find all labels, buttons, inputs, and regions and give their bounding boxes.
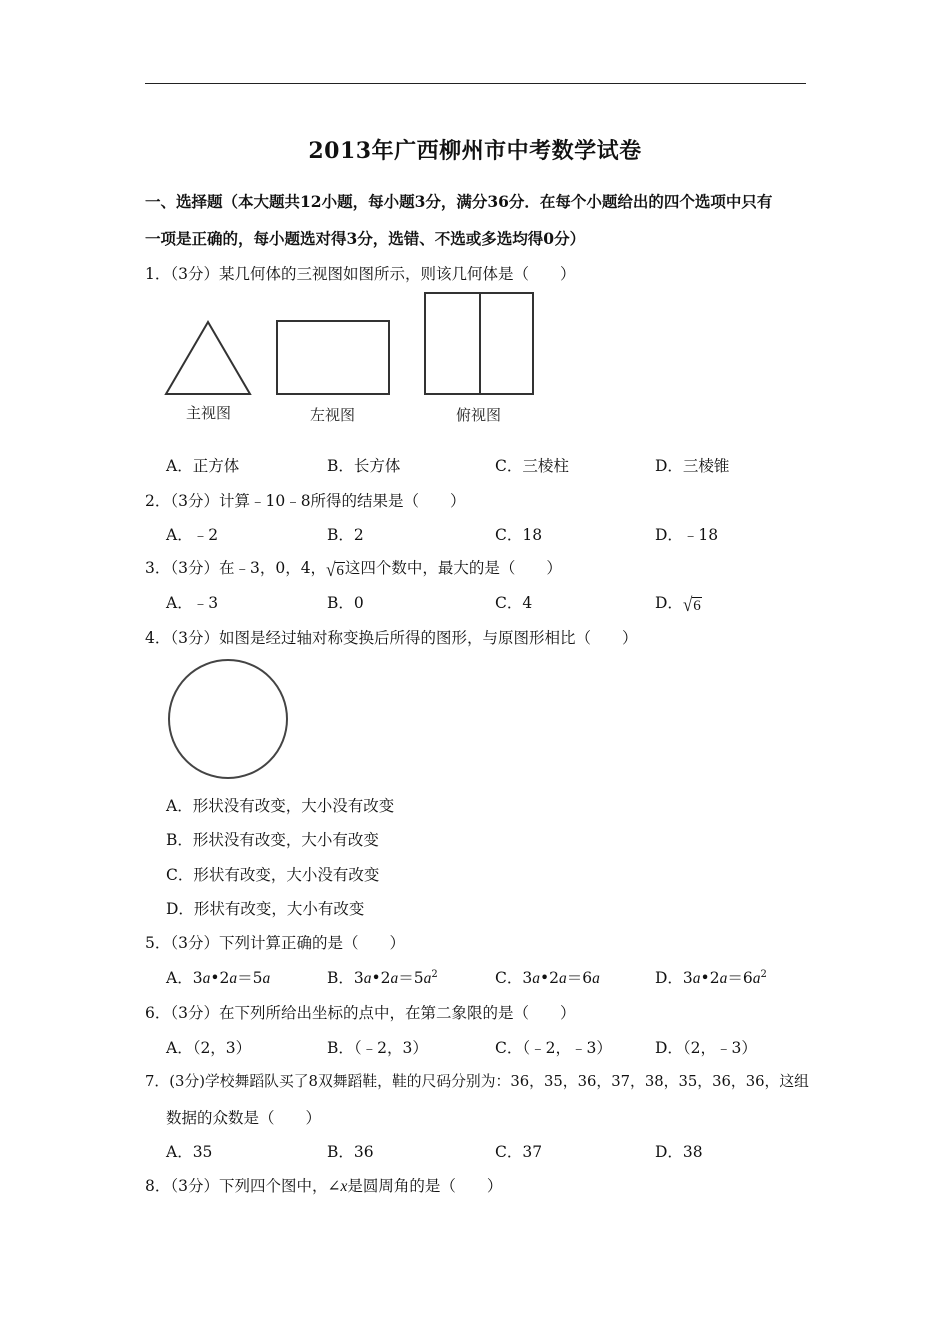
section-heading-line2: 一项是正确的，每小题选对得3分，选错、不选或多选均得0分） [145, 229, 586, 248]
section-heading-line1: 一、选择题（本大题共12小题，每小题3分，满分36分．在每个小题给出的四个选项中只有 [145, 192, 773, 211]
question-6-stem: 6．（3分）在下列所给出坐标的点中，在第二象限的是（ ） [145, 1004, 576, 1022]
q4-option-a: A．形状没有改变，大小没有改变 [166, 797, 395, 815]
q5-option-c: C．3a•2a＝6a [495, 969, 600, 987]
q7-option-a: A．35 [166, 1143, 213, 1161]
q3-radicand: 6 [336, 563, 344, 579]
page-title: 2013年广西柳州市中考数学试卷 [308, 138, 642, 164]
side-view-rectangle [277, 321, 389, 394]
q1-option-b: B．长方体 [327, 457, 401, 475]
q5-option-d: D．$3a•2a=6a^2$ [655, 968, 767, 987]
question-7-stem-line2: 数据的众数是（ ） [166, 1109, 322, 1127]
q7-option-d: D．38 [655, 1143, 703, 1161]
question-3-stem [145, 556, 562, 580]
q3-option-d-sqrt: √6 [682, 593, 701, 616]
q6-option-c: C．（﹣2，﹣3） [495, 1039, 612, 1057]
question-8-stem: 8．（3分）下列四个图中，∠x是圆周角的是（ ） [145, 1177, 503, 1195]
q7-option-c: C．37 [495, 1143, 543, 1161]
q3-option-d [655, 591, 702, 615]
q3-stem-post: 这四个数中，最大的是（ ） [344, 559, 562, 577]
q3-option-d-radicand: 6 [693, 598, 701, 614]
q3-sqrt: √6 [326, 558, 344, 581]
q6-option-b: B．（﹣2，3） [327, 1039, 428, 1057]
q4-option-c: C．形状有改变，大小没有改变 [166, 866, 380, 884]
figure-circle [169, 660, 287, 778]
q6-option-a: A．（2，3） [166, 1039, 252, 1057]
side-view-label: 左视图 [310, 406, 356, 424]
q4-option-b: B．形状没有改变，大小有改变 [166, 831, 379, 849]
q1-option-c: C．三棱柱 [495, 457, 569, 475]
q3-stem-pre: 3．（3分）在﹣3，0，4， [145, 559, 327, 577]
question-4-stem: 4．（3分）如图是经过轴对称变换后所得的图形，与原图形相比（ ） [145, 629, 638, 647]
q1-option-a: A．正方体 [166, 457, 240, 475]
q1-option-d: D．三棱锥 [655, 457, 730, 475]
top-view-label: 俯视图 [456, 406, 502, 424]
q2-option-b: B．2 [327, 526, 364, 544]
front-view-label: 主视图 [186, 404, 232, 422]
q3-option-d-label: D． [655, 594, 683, 612]
q2-option-d: D．﹣18 [655, 526, 719, 544]
header-rule [145, 83, 806, 84]
front-view-triangle [166, 322, 250, 394]
circle-figure [160, 654, 300, 784]
q5-option-a: A．3a•2a＝5a [166, 969, 271, 987]
q7-option-b: B．36 [327, 1143, 374, 1161]
question-5-stem: 5．（3分）下列计算正确的是（ ） [145, 934, 405, 952]
q3-option-b: B．0 [327, 594, 364, 612]
q3-option-a: A．﹣3 [166, 594, 219, 612]
question-1-stem: 1．（3分）某几何体的三视图如图所示，则该几何体是（ ） [145, 265, 576, 283]
q2-option-a: A．﹣2 [166, 526, 219, 544]
q2-option-c: C．18 [495, 526, 543, 544]
q3-option-c: C．4 [495, 594, 533, 612]
q5-option-b: B．$3a•2a=5a^2$ [327, 968, 438, 987]
question-7-stem-line1: 7．(3分)学校舞蹈队买了8双舞蹈鞋，鞋的尺码分别为：36，35，36，37，38，35，36，36，这组 [145, 1073, 809, 1090]
q4-option-d: D．形状有改变，大小有改变 [166, 900, 365, 918]
q6-option-d: D．（2，﹣3） [655, 1039, 757, 1057]
question-2-stem: 2．（3分）计算﹣10﹣8所得的结果是（ ） [145, 492, 466, 510]
